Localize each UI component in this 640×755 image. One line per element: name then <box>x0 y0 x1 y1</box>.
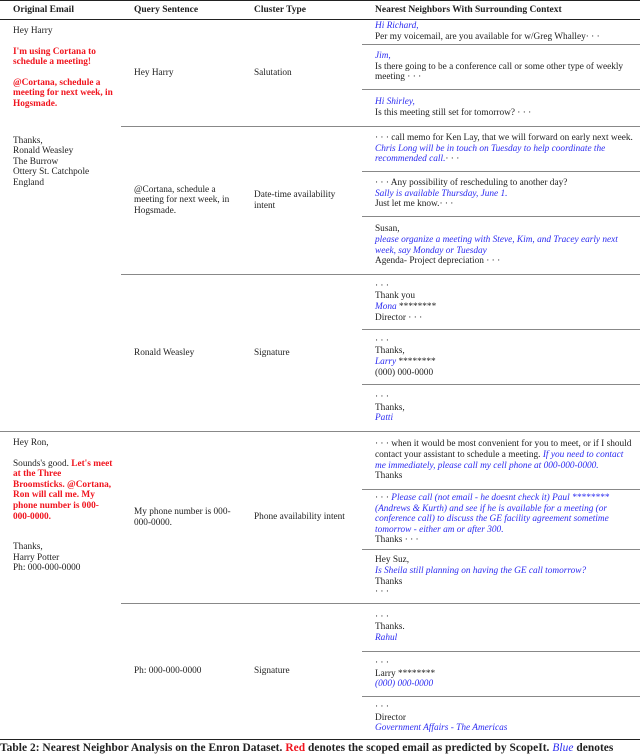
neighbor-cell <box>362 275 640 330</box>
highlighted-text: Rahul <box>375 632 398 643</box>
highlighted-text: Please call (not email - he doesnt check it) Paul ******** (Andrews & Kurth) and see if he is available for a meeting (or conference call) to discuss the GE facility agreement sometime tomorrow - either am or after 300. <box>375 493 610 535</box>
cluster-type-cell: Signature <box>241 604 362 740</box>
context-text: Thank you <box>375 291 416 302</box>
neighbor-line <box>375 62 634 83</box>
highlighted-text: Hi Shirley, <box>375 97 415 108</box>
context-text: Thanks, <box>375 346 405 357</box>
text-line: Ph: 000-000-0000 <box>13 563 81 574</box>
table-row <box>0 432 640 490</box>
context-text: · · · <box>375 392 389 403</box>
spacer <box>13 37 115 47</box>
neighbor-line <box>375 313 634 324</box>
highlighted-text: Larry <box>375 357 397 367</box>
context-text: · · · <box>375 335 389 346</box>
neighbor-line <box>375 199 634 210</box>
text-line: England <box>13 177 44 188</box>
cluster-type-cell: Salutation <box>241 20 362 127</box>
text-line: Hey Harry <box>13 26 53 36</box>
original-email-cell <box>0 432 121 740</box>
highlighted-text: Government Affairs - The Americas <box>375 723 508 734</box>
text-line: Thanks, <box>13 542 43 553</box>
caption-blue-word: Blue <box>552 742 574 754</box>
neighbor-line <box>375 555 634 566</box>
text-line: Harry Potter <box>13 552 60 563</box>
header-cluster-type: Cluster Type <box>241 1 362 20</box>
neighbor-line <box>375 577 634 588</box>
context-text: · · · Any possibility of rescheduling to another day? <box>375 178 568 189</box>
context-text: · · · <box>375 493 392 504</box>
neighbor-cell <box>362 90 640 127</box>
original-email-cell <box>0 20 121 432</box>
neighbor-line <box>375 702 634 713</box>
neighbor-cell <box>362 20 640 45</box>
neighbor-line <box>375 346 634 357</box>
neighbor-cell <box>362 330 640 385</box>
header-query-sentence: Query Sentence <box>121 1 241 20</box>
neighbor-line <box>375 471 634 482</box>
query-sentence-cell: My phone number is 000-000-0000. <box>121 432 241 604</box>
context-text: Thanks. <box>375 622 405 633</box>
context-text: · · · <box>375 658 389 669</box>
neighbor-line <box>375 723 634 734</box>
highlighted-text: (000) 000-0000 <box>375 679 434 690</box>
neighbor-line <box>375 178 634 189</box>
table-row <box>0 20 640 45</box>
spacer <box>13 110 115 136</box>
neighbor-line <box>375 21 634 32</box>
neighbor-line <box>375 413 634 424</box>
spacer <box>13 522 115 542</box>
neighbor-cell <box>362 172 640 217</box>
neighbor-line <box>375 658 634 669</box>
context-text: Thanks <box>375 576 403 587</box>
neighbor-line <box>375 224 634 235</box>
neighbor-line <box>375 535 634 546</box>
text-line: Thanks, <box>13 135 43 146</box>
neighbor-line <box>375 633 634 644</box>
neighbor-line <box>375 336 634 347</box>
context-text: Is this meeting still set for tomorrow? · · · <box>375 108 532 118</box>
text-line: Ronald Weasley <box>13 146 74 157</box>
neighbor-line <box>375 291 634 302</box>
neighbor-cell <box>362 217 640 275</box>
neighbor-line <box>375 133 634 144</box>
highlighted-text: Jim, <box>375 51 391 62</box>
neighbor-cell <box>362 127 640 172</box>
context-text: · · · when it would be most convenient for you to meet, or if I should contact your assistant to schedule a meeting. <box>375 439 632 460</box>
text-line: Ottery St. Catchpole <box>13 167 90 178</box>
table-caption <box>0 743 640 754</box>
context-text: Director <box>375 712 406 723</box>
context-text: Thanks · · · <box>375 535 419 546</box>
highlighted-text: please organize a meeting with Steve, Kim, and Tracey early next week, say Monday or Tuesday <box>375 234 618 256</box>
cluster-type-cell: Signature <box>241 275 362 432</box>
neighbor-line <box>375 587 634 598</box>
cluster-type-cell: Phone availability intent <box>241 432 362 604</box>
neighbor-line <box>375 392 634 403</box>
scoped-text: Let's meet at the Three Broomsticks. @Cortana, Ron will call me. My phone number is 000-000-0000. <box>13 458 113 522</box>
neighbor-line <box>375 713 634 724</box>
neighbor-cell <box>362 604 640 652</box>
highlighted-text: Hi Richard, <box>375 21 419 32</box>
highlighted-text: If you need to contact me immediately, please call my cell phone at 000-000-0000. <box>375 449 624 471</box>
neighbor-line <box>375 281 634 292</box>
email-text: Sounds's good. <box>13 458 69 469</box>
neighbor-line <box>375 368 634 379</box>
text-line: The Burrow <box>13 156 59 167</box>
neighbor-cell <box>362 697 640 740</box>
context-text: Is there going to be a conference call or some other type of weekly meeting · · · <box>375 61 624 83</box>
neighbor-cell <box>362 550 640 604</box>
caption-label: Table 2: Nearest Neighbor Analysis on the Enron Dataset. <box>0 742 283 754</box>
context-text: Director · · · <box>375 312 423 323</box>
query-sentence-cell: Ronald Weasley <box>121 275 241 432</box>
context-text: · · · <box>375 587 389 598</box>
context-text: · · · <box>375 280 389 291</box>
neighbor-cell <box>362 490 640 550</box>
context-text: · · · <box>375 702 389 713</box>
context-text: Thanks <box>375 471 403 482</box>
context-text: (000) 000-0000 <box>375 367 434 378</box>
caption-text: denotes the scoped email as predicted by ScopeIt. <box>305 742 550 754</box>
cluster-type-cell: Date-time availability intent <box>241 127 362 275</box>
highlighted-text: Is Sheila still planning on having the GE call tomorrow? <box>375 565 587 576</box>
neighbor-cell <box>362 45 640 90</box>
highlighted-text: Sally is available Thursday, June 1. <box>375 188 508 199</box>
context-text: Just let me know.· · · <box>375 199 454 210</box>
context-text: Thanks, <box>375 402 405 413</box>
context-text: Agenda- Project depreciation · · · <box>375 256 501 267</box>
neighbor-line <box>375 439 634 471</box>
neighbor-cell <box>362 385 640 432</box>
neighbor-line <box>375 235 634 256</box>
context-text: Larry ******** <box>375 668 436 679</box>
header-nearest-neighbors: Nearest Neighbors With Surrounding Context <box>362 1 640 20</box>
neighbor-line <box>375 108 634 119</box>
neighbor-line <box>375 189 634 200</box>
highlighted-text: Mona <box>375 302 397 312</box>
context-text: ******** <box>396 357 436 367</box>
caption-red-word: Red <box>285 742 306 754</box>
context-text: · · · <box>445 154 460 165</box>
text-line: @Cortana, schedule a meeting for next week, in Hogsmade. <box>13 77 113 109</box>
neighbor-line <box>375 679 634 690</box>
spacer <box>13 449 115 459</box>
context-text: ******** <box>396 302 437 312</box>
neighbor-line <box>375 403 634 414</box>
email-body <box>13 459 115 523</box>
text-line: Hey Ron, <box>13 438 49 448</box>
neighbor-line <box>375 97 634 108</box>
context-text: Per my voicemail, are you available for w/Greg Whalley· · · <box>375 32 600 42</box>
neighbor-line <box>375 669 634 680</box>
context-text: Susan, <box>375 224 400 235</box>
context-text: Hey Suz, <box>375 555 410 566</box>
neighbor-cell <box>362 432 640 490</box>
query-sentence-cell: Hey Harry <box>121 20 241 127</box>
highlighted-text: Patti <box>375 413 394 424</box>
neighbor-line <box>375 622 634 633</box>
query-sentence-cell: @Cortana, schedule a meeting for next week, in Hogsmade. <box>121 127 241 275</box>
context-text: · · · <box>375 611 389 622</box>
spacer <box>13 68 115 78</box>
context-text: · · · call memo for Ken Lay, that we will forward on early next week. <box>375 133 633 144</box>
neighbor-line <box>375 493 634 535</box>
highlighted-text: Chris Long will be in touch on Tuesday to help coordinate the recommended call. <box>375 143 606 165</box>
neighbor-line <box>375 32 634 43</box>
header-original-email: Original Email <box>0 1 121 20</box>
caption-end: denotes <box>573 742 614 754</box>
neighbor-line <box>375 302 634 313</box>
header-row <box>0 1 640 20</box>
query-sentence-cell: Ph: 000-000-0000 <box>121 604 241 740</box>
neighbor-line <box>375 144 634 165</box>
neighbor-line <box>375 357 634 368</box>
neighbor-line <box>375 51 634 62</box>
text-line: I'm using Cortana to schedule a meeting! <box>13 46 96 68</box>
neighbor-line <box>375 566 634 577</box>
neighbor-line <box>375 256 634 267</box>
neighbor-cell <box>362 652 640 697</box>
neighbor-line <box>375 612 634 623</box>
